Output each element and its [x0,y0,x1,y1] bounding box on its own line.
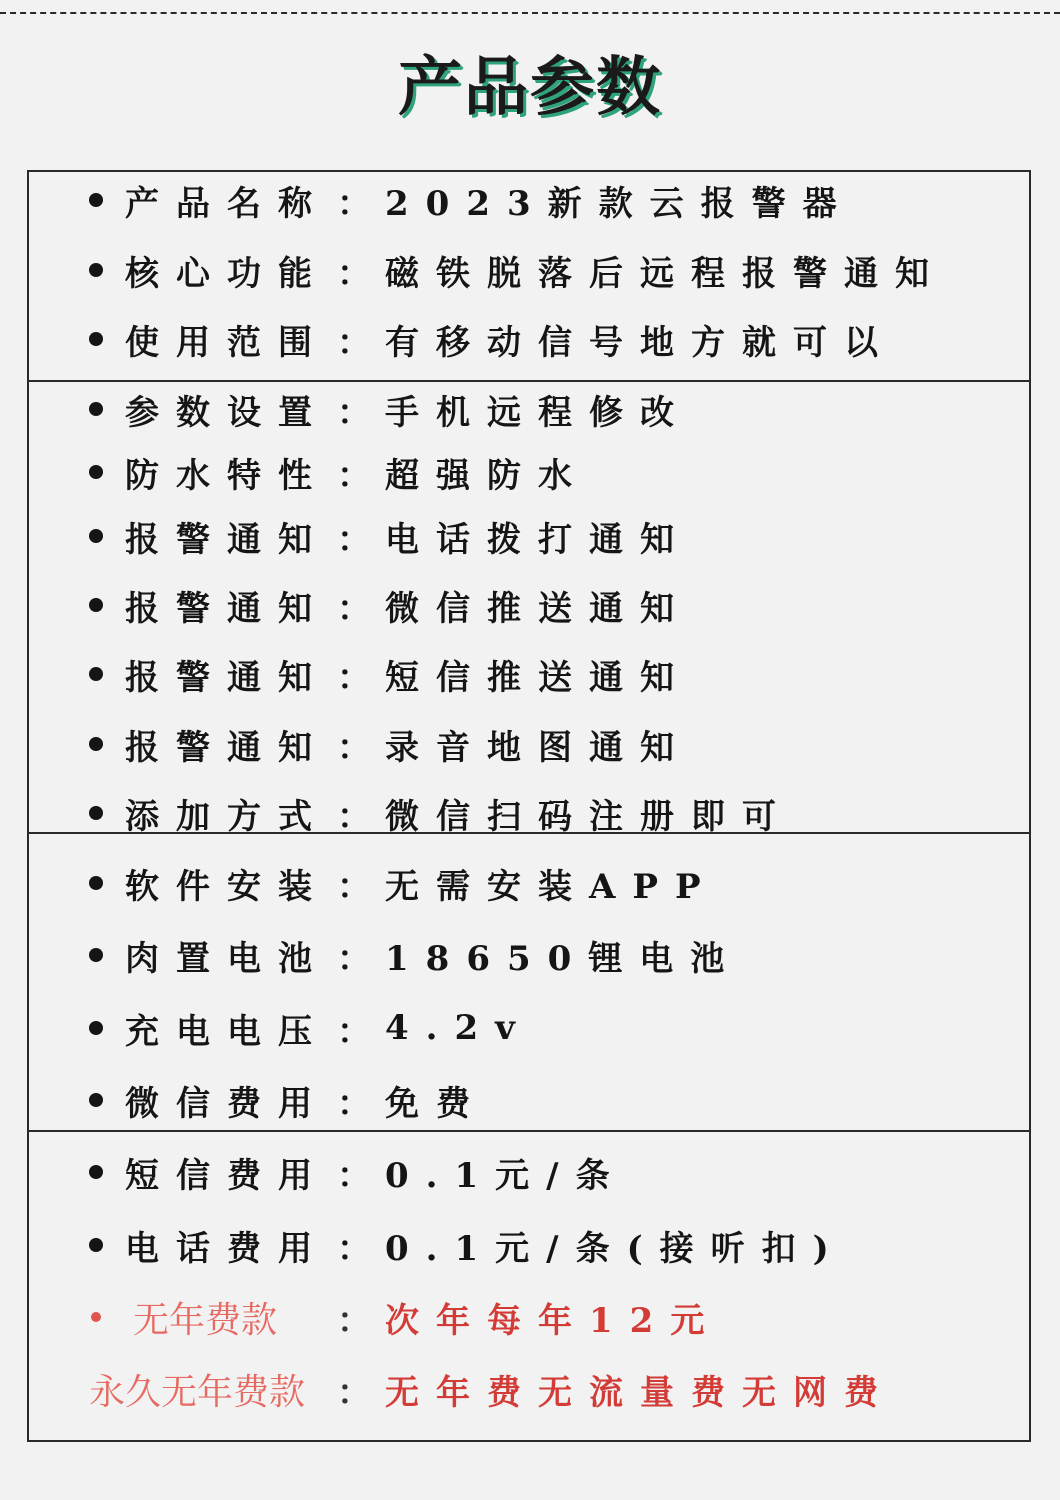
param-label: 使用范围 [125,322,329,363]
param-value: 0.1元/条(接听扣) [385,1228,846,1269]
param-label: 永久无年费款 [89,1371,306,1413]
param-label: 肉置电池 [125,938,329,979]
param-label: 短信费用 [125,1155,329,1196]
param-row-waterproof [29,442,1029,502]
param-row-alarm-sms [29,644,1029,704]
param-colon: ： [337,657,371,698]
param-value: 2023新款云报警器 [385,183,854,224]
bullet-icon [89,332,103,346]
param-value: 超强防水 [385,455,589,496]
param-colon: ： [337,796,371,837]
bullet-icon [89,876,103,890]
param-label: 防水特性 [125,455,329,496]
param-value: 录音地图通知 [385,727,691,768]
param-colon: ： [337,1011,371,1052]
param-row-alarm-call [29,506,1029,566]
param-value: 18650锂电池 [385,938,742,979]
param-value: 微信扫码注册即可 [385,796,793,837]
param-row-add-method [29,783,1029,843]
param-row-sms-fee [29,1142,1029,1202]
bullet-icon [89,193,103,207]
bullet-icon [89,948,103,962]
param-row-no-annual-fee [29,1287,1029,1347]
bullet-icon [89,1093,103,1107]
param-label: 电话费用 [125,1228,329,1269]
page-title: 产品参数 [398,51,662,125]
bullet-icon [89,263,103,277]
bullet-icon [89,667,103,681]
param-value: 磁铁脱落后远程报警通知 [385,253,946,294]
param-value: 手机远程修改 [385,392,691,433]
param-value: 有移动信号地方就可以 [385,322,895,363]
param-value: 0.1元/条 [385,1155,627,1196]
param-label: 添加方式 [125,796,329,837]
param-label: 软件安装 [125,866,329,907]
param-row-software [29,853,1029,913]
param-colon: ： [337,588,371,629]
param-colon: ： [337,1228,371,1269]
param-value: 4.2v [385,1008,532,1048]
param-label: 报警通知 [125,588,329,629]
bullet-icon [91,1312,101,1322]
param-colon: ： [337,392,371,433]
bullet-icon [89,1165,103,1179]
param-row-product-name [29,170,1029,230]
param-value: 电话拨打通知 [385,519,691,560]
param-label: 充电电压 [125,1011,329,1052]
param-value: 次年每年12元 [385,1300,722,1341]
param-row-call-fee [29,1215,1029,1275]
param-value: 短信推送通知 [385,657,691,698]
param-colon: ： [337,1300,371,1341]
param-row-core-function [29,240,1029,300]
param-row-alarm-recording [29,714,1029,774]
param-label: 报警通知 [125,657,329,698]
top-dashed-border [0,12,1060,14]
param-row-permanent-no-fee [29,1359,1029,1419]
param-colon: ： [337,519,371,560]
bullet-icon [89,598,103,612]
bullet-icon [89,465,103,479]
bullet-icon [89,737,103,751]
param-row-voltage [29,998,1029,1058]
section-divider [29,1130,1029,1132]
bullet-icon [89,402,103,416]
param-row-wechat-fee [29,1070,1029,1130]
param-label: 产品名称 [125,183,329,224]
bullet-icon [89,1021,103,1035]
param-value: 无需安装APP [385,866,718,907]
param-colon: ： [337,1372,371,1413]
param-label: 无年费款 [133,1299,278,1341]
param-label: 参数设置 [125,392,329,433]
param-value: 免费 [385,1083,487,1124]
param-row-usage-range [29,309,1029,369]
param-colon: ： [337,455,371,496]
param-colon: ： [337,322,371,363]
param-colon: ： [337,727,371,768]
param-label: 微信费用 [125,1083,329,1124]
bullet-icon [89,1238,103,1252]
parameter-table [27,170,1031,1442]
param-colon: ： [337,183,371,224]
param-label: 报警通知 [125,519,329,560]
param-row-settings [29,379,1029,439]
bullet-icon [89,806,103,820]
param-value: 微信推送通知 [385,588,691,629]
param-label: 报警通知 [125,727,329,768]
param-row-battery [29,925,1029,985]
param-colon: ： [337,253,371,294]
param-label: 核心功能 [125,253,329,294]
param-row-alarm-wechat [29,575,1029,635]
bullet-icon [89,529,103,543]
param-value: 无年费无流量费无网费 [385,1372,895,1413]
param-colon: ： [337,1083,371,1124]
param-colon: ： [337,938,371,979]
param-colon: ： [337,1155,371,1196]
param-colon: ： [337,866,371,907]
